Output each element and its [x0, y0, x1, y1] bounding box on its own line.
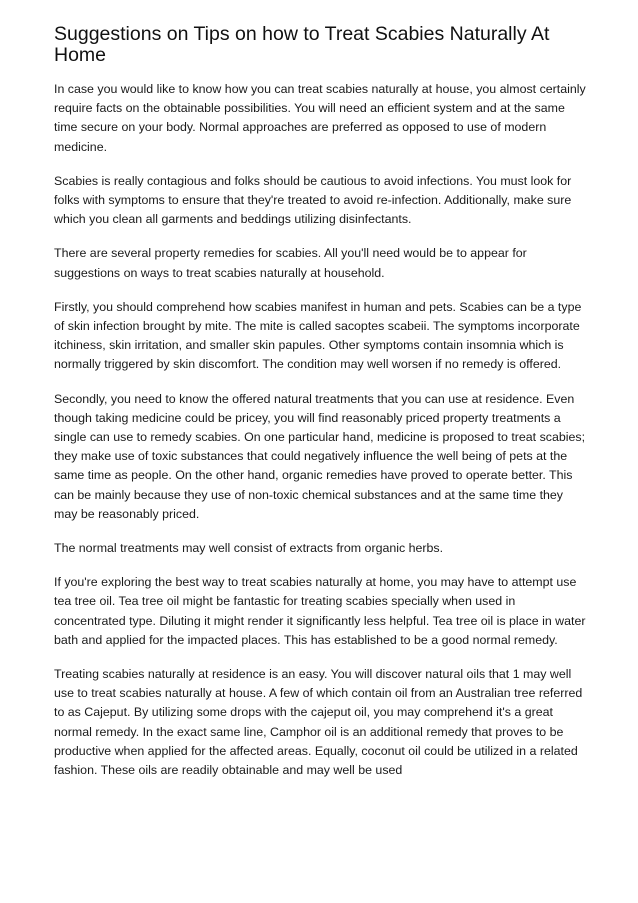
- document-title: Suggestions on Tips on how to Treat Scabies Naturally At Home: [54, 23, 550, 66]
- paragraph-5: Secondly, you need to know the offered natural treatments that you can use at residence. Even though taking medicine could be pricey, you will find reasonably priced property treatments a single can use to remedy scabies. On one particular hand, medicine is proposed to treat scabies; they make use of toxic substances that could negatively influence the well being of pets at the same time as people. On the other hand, organic remedies have proved to operate better. This can be mainly because they use of non-toxic chemical substances and at the same time they may be reasonably priced.: [54, 391, 586, 521]
- document-page: [54, 24, 588, 795]
- paragraph-7: If you're exploring the best way to treat scabies naturally at home, you may have to attempt use tea tree oil. Tea tree oil might be fantastic for treating scabies specially when used in concentrated type. Diluting it might render it significantly less helpful. Tea tree oil is place in water bath and applied for the impacted places. This has established to be a good normal remedy.: [54, 575, 586, 647]
- paragraph-3: There are several property remedies for scabies. All you'll need would be to appear for suggestions on ways to treat scabies naturally at household.: [54, 246, 527, 280]
- paragraph-6: The normal treatments may well consist of extracts from organic herbs.: [54, 541, 444, 556]
- paragraph-2: Scabies is really contagious and folks should be cautious to avoid infections. You must look for folks with symptoms to ensure that they're treated to avoid re-infection. Additionally, make sure which you clean all garments and beddings utilizing disinfectants.: [54, 173, 572, 227]
- paragraph-8: Treating scabies naturally at residence is an easy. You will discover natural oils that 1 may well use to treat scabies naturally at house. A few of which contain oil from an Australian tree referred to as Cajeput. By utilizing some drops with the cajeput oil, you may comprehend it's a great normal remedy. In the exact same line, Camphor oil is an additional remedy that proves to be productive when applied for the affected areas. Equally, coconut oil could be utilized in a related fashion. These oils are readily obtainable and may well be used: [54, 667, 583, 778]
- paragraph-1: In case you would like to know how you can treat scabies naturally at house, you almost certainly require facts on the obtainable possibilities. You will need an efficient system and at the same time secure on your body. Normal approaches are preferred as opposed to use of modern medicine.: [54, 82, 586, 154]
- paragraph-4: Firstly, you should comprehend how scabies manifest in human and pets. Scabies can be a type of skin infection brought by mite. The mite is called sacoptes scabeii. The symptoms incorporate itchiness, skin irritation, and smaller skin papules. Other symptoms contain insomnia which is normally triggered by skin discomfort. The condition may well worsen if no remedy is offered.: [54, 299, 582, 372]
